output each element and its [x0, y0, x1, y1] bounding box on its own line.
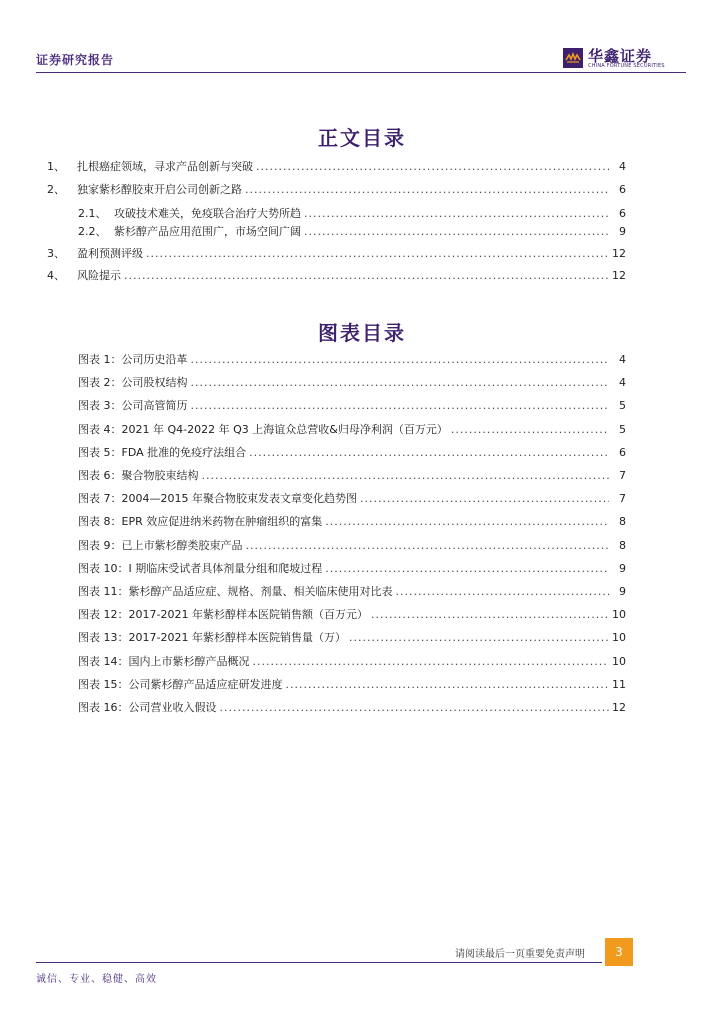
dot-leader	[304, 224, 609, 240]
toc-entry-title: 公司高管简历	[121, 399, 188, 413]
figure-entry-label: 图表 4：	[78, 422, 122, 436]
figure-entry[interactable]	[78, 538, 626, 554]
toc-page-number: 6	[619, 207, 626, 220]
logo-english-name: CHINA FORTUNE SECURITIES	[588, 63, 665, 69]
contents-entry-number: 2、	[47, 183, 65, 196]
figure-entry-label: 图表 9：	[78, 538, 122, 552]
toc-page-number: 5	[619, 422, 626, 436]
toc-entry-title: 独家紫杉醇胶束开启公司创新之路	[77, 183, 242, 196]
contents-entry[interactable]	[78, 206, 626, 222]
toc-page-number: 7	[619, 469, 626, 482]
contents-entry[interactable]	[47, 182, 626, 198]
figure-entry-label: 图表 12：	[78, 608, 129, 622]
toc-page-number: 10	[612, 631, 626, 645]
figure-entry-label: 图表 16：	[78, 701, 129, 714]
figure-entry[interactable]	[78, 352, 626, 368]
dot-leader	[371, 607, 609, 623]
toc-page-number: 5	[619, 399, 626, 413]
figure-entry[interactable]	[78, 630, 626, 646]
dot-leader	[286, 677, 610, 693]
footer-divider	[36, 962, 602, 963]
figures-title: 图表目录	[318, 321, 406, 345]
toc-entry-title: 公司营业收入假设	[128, 701, 217, 714]
figure-entry-label: 图表 1：	[78, 353, 122, 366]
toc-page-number: 11	[612, 677, 626, 691]
dot-leader	[220, 700, 610, 716]
dot-leader	[249, 445, 609, 461]
toc-page-number: 4	[619, 353, 626, 366]
dot-leader	[146, 246, 609, 262]
toc-entry-title: 2017-2021 年紫杉醇样本医院销售量（万）	[128, 631, 346, 645]
dot-leader	[253, 654, 610, 670]
toc-entry-title: 2004—2015 年聚合物胶束发表文章变化趋势图	[121, 492, 357, 506]
figure-entry-label: 图表 10：	[78, 561, 129, 575]
dot-leader	[191, 352, 610, 368]
toc-entry-title: 紫杉醇产品适应症、规格、剂量、相关临床使用对比表	[128, 585, 393, 598]
toc-entry-title: EPR 效应促进纳米药物在肿瘤组织的富集	[121, 515, 323, 529]
contents-entry[interactable]	[47, 159, 626, 175]
dot-leader	[325, 561, 609, 577]
contents-entry[interactable]	[78, 224, 626, 240]
toc-page-number: 6	[619, 183, 626, 196]
figure-entry[interactable]	[78, 514, 626, 530]
dot-leader	[256, 159, 609, 175]
logo-mark-icon	[563, 48, 583, 68]
toc-page-number: 4	[619, 376, 626, 390]
dot-leader	[246, 538, 610, 554]
figure-entry[interactable]	[78, 375, 626, 391]
toc-entry-title: 风险提示	[77, 269, 121, 282]
figure-entry[interactable]	[78, 398, 626, 414]
toc-page-number: 9	[619, 561, 626, 575]
toc-entry-title: 已上市紫杉醇类胶束产品	[121, 538, 243, 552]
toc-entry-title: 聚合物胶束结构	[121, 469, 199, 482]
toc-page-number: 12	[612, 701, 626, 714]
toc-page-number: 10	[612, 654, 626, 668]
figure-entry-label: 图表 5：	[78, 445, 122, 459]
company-motto: 诚信、专业、稳健、高效	[36, 974, 157, 985]
figure-entry-label: 图表 6：	[78, 469, 122, 482]
toc-entry-title: 盈利预测评级	[77, 247, 143, 260]
toc-page-number: 6	[619, 445, 626, 459]
figure-entry-label: 图表 8：	[78, 515, 122, 529]
toc-entry-title: 公司紫杉醇产品适应症研发进度	[128, 677, 283, 691]
figure-entry[interactable]	[78, 700, 626, 716]
toc-entry-title: FDA 批准的免疫疗法组合	[121, 445, 247, 459]
toc-entry-title: I 期临床受试者具体剂量分组和爬坡过程	[128, 561, 323, 575]
dot-leader	[191, 375, 610, 391]
figure-entry[interactable]	[78, 677, 626, 693]
toc-entry-title: 2021 年 Q4-2022 年 Q3 上海谊众总营收&归母净利润（百万元）	[121, 422, 448, 436]
toc-page-number: 12	[612, 269, 626, 282]
figure-entry[interactable]	[78, 445, 626, 461]
toc-entry-title: 2017-2021 年紫杉醇样本医院销售额（百万元）	[128, 608, 368, 622]
figure-entry-label: 图表 15：	[78, 677, 129, 691]
figure-entry[interactable]	[78, 422, 626, 438]
dot-leader	[396, 584, 610, 600]
toc-entry-title: 公司股权结构	[121, 376, 188, 390]
toc-page-number: 8	[619, 538, 626, 552]
figure-entry-label: 图表 3：	[78, 399, 122, 413]
toc-page-number: 8	[619, 515, 626, 529]
toc-page-number: 9	[619, 225, 626, 238]
toc-entry-title: 攻破技术难关，免疫联合治疗大势所趋	[114, 207, 301, 220]
disclaimer-note: 请阅读最后一页重要免责声明	[455, 949, 585, 960]
figure-entry[interactable]	[78, 561, 626, 577]
toc-entry-title: 紫杉醇产品应用范围广，市场空间广阔	[114, 225, 301, 238]
dot-leader	[191, 398, 610, 414]
dot-leader	[451, 422, 609, 438]
contents-title: 正文目录	[318, 126, 406, 150]
figure-entry-label: 图表 7：	[78, 492, 122, 506]
contents-entry-number: 4、	[47, 269, 65, 282]
figure-entry-label: 图表 13：	[78, 631, 129, 645]
toc-page-number: 7	[619, 492, 626, 506]
report-type-label: 证券研究报告	[36, 53, 115, 67]
contents-entry-number: 1、	[47, 160, 65, 173]
contents-entry-number: 2.2、	[78, 225, 107, 238]
dot-leader	[360, 491, 609, 507]
toc-page-number: 4	[619, 160, 626, 173]
dot-leader	[349, 630, 609, 646]
contents-entry-number: 2.1、	[78, 207, 107, 220]
dot-leader	[202, 468, 610, 484]
company-logo	[563, 45, 688, 71]
figure-entry[interactable]	[78, 654, 626, 670]
toc-page-number: 10	[612, 608, 626, 622]
dot-leader	[245, 182, 609, 198]
figure-entry-label: 图表 14：	[78, 654, 129, 668]
toc-entry-title: 公司历史沿革	[121, 353, 188, 366]
logo-chinese-name: 华鑫证券	[588, 47, 653, 65]
dot-leader	[304, 206, 609, 222]
figure-entry-label: 图表 11：	[78, 585, 129, 598]
figure-entry[interactable]	[78, 584, 626, 600]
figure-entry[interactable]	[78, 491, 626, 507]
toc-page-number: 12	[612, 247, 626, 260]
toc-entry-title: 国内上市紫杉醇产品概况	[128, 654, 250, 668]
dot-leader	[325, 514, 609, 530]
page-number: 3	[605, 938, 633, 966]
contents-entry-number: 3、	[47, 247, 65, 260]
header-divider	[36, 72, 686, 73]
contents-entry[interactable]	[47, 246, 626, 262]
dot-leader	[124, 268, 609, 284]
figure-entry[interactable]	[78, 607, 626, 623]
contents-entry[interactable]	[47, 268, 626, 284]
toc-entry-title: 扎根癌症领域，寻求产品创新与突破	[77, 160, 253, 173]
toc-page-number: 9	[619, 585, 626, 598]
figure-entry[interactable]	[78, 468, 626, 484]
figure-entry-label: 图表 2：	[78, 376, 122, 390]
